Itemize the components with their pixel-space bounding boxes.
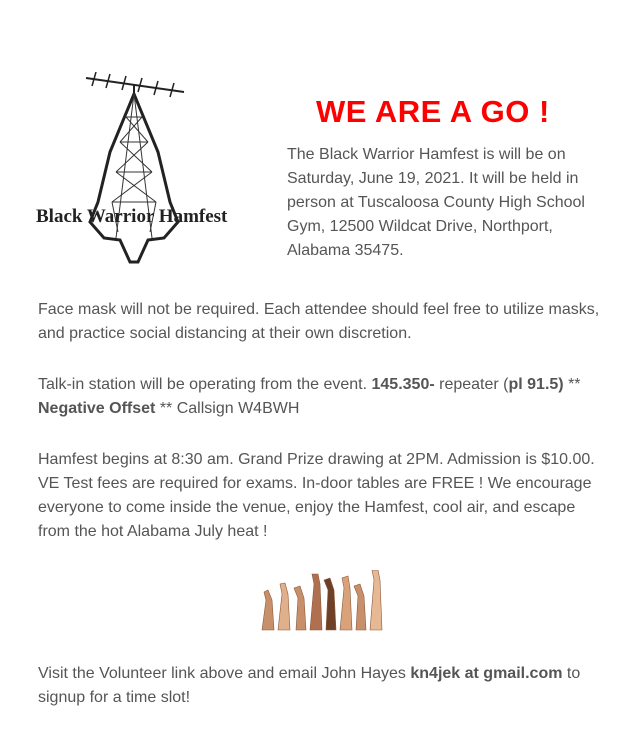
talk-in-prefix: Talk-in station will be operating from the event. (38, 376, 372, 393)
antenna-tower-icon (34, 72, 266, 270)
repeater-frequency: 145.350- (371, 376, 435, 393)
raised-hands-icon (258, 570, 390, 632)
negative-offset: Negative Offset (38, 400, 156, 417)
talk-in-info (38, 373, 608, 421)
hamfest-logo (34, 72, 266, 270)
event-details: Hamfest begins at 8:30 am. Grand Prize drawing at 2PM. Admission is $10.00. VE Test fees are required for exams. In-door tables are FREE ! We encourage everyone to come inside the venue, enjoy the Hamfest, cool air, and escape from the hot Alabama July heat ! (38, 451, 595, 540)
raised-hands-image (258, 570, 390, 632)
event-intro: The Black Warrior Hamfest is will be on Saturday, June 19, 2021. It will be held in person at Tuscaloosa County High School Gym, 12500 Wildcat Drive, Northport, Alabama 35475. (287, 146, 585, 259)
mask-note: Face mask will not be required. Each attendee should feel free to utilize masks, and practice social distancing at their own discretion. (38, 301, 600, 342)
pl-tone: pl 91.5) (508, 376, 564, 393)
volunteer-suffix: to signup for a time slot! (38, 665, 581, 706)
volunteer-info (38, 662, 608, 710)
logo-text: Black Warrior Hamfest (36, 206, 228, 227)
contact-email: kn4jek at gmail.com (410, 665, 563, 682)
repeater-text: repeater ( (434, 376, 509, 393)
volunteer-prefix: Visit the Volunteer link above and email John Hayes (38, 665, 411, 682)
callsign: ** Callsign W4BWH (155, 400, 300, 417)
headline: WE ARE A GO ! (316, 94, 550, 129)
stars-1: ** (563, 376, 581, 393)
